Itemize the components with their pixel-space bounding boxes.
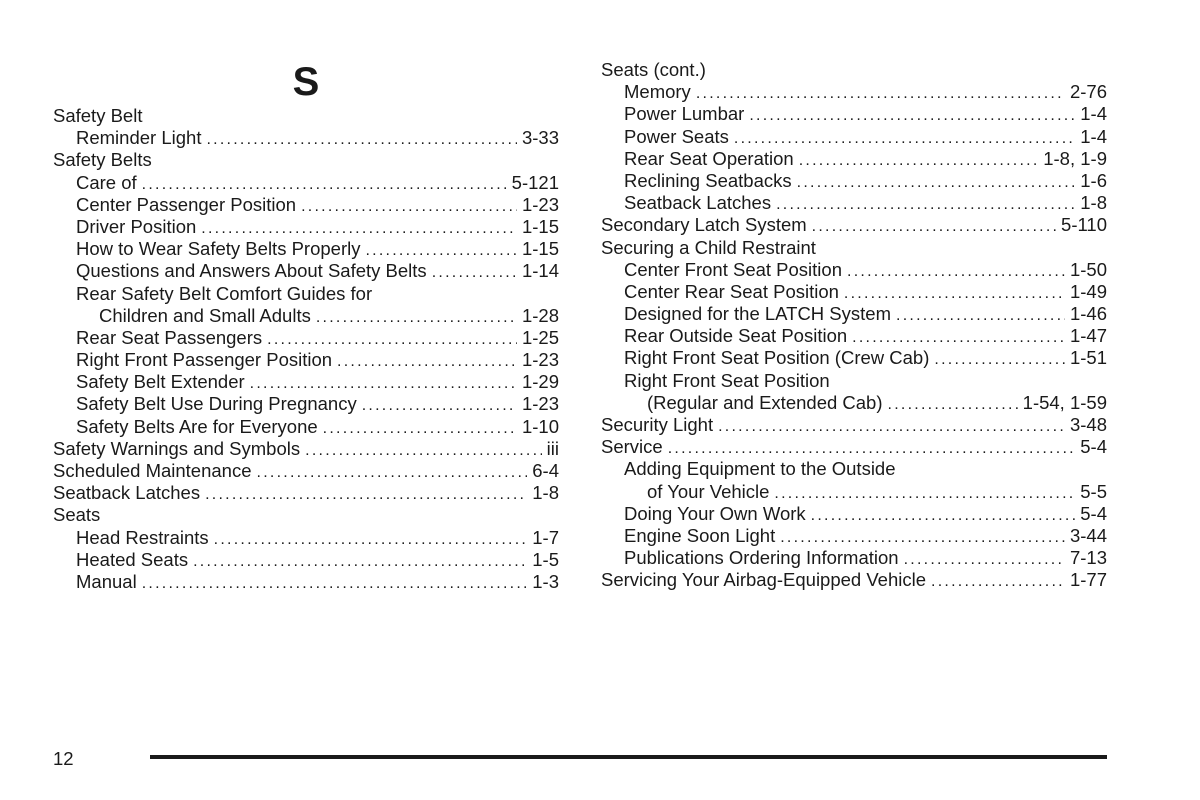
index-entry-text: Safety Belts [53, 149, 152, 171]
index-entry [601, 481, 1107, 503]
dot-leader [250, 373, 517, 393]
index-entry [601, 458, 1107, 480]
index-entry [53, 327, 559, 349]
index-entry [601, 370, 1107, 392]
index-entry [601, 503, 1107, 525]
index-entry-page-ref: 1-8, 1-9 [1043, 147, 1107, 169]
index-entry-page-ref: 3-44 [1069, 524, 1107, 546]
index-entry-page-ref: 3-48 [1069, 414, 1107, 435]
index-entry [53, 549, 559, 571]
index-entry-text: Questions and Answers About Safety Belts [76, 260, 427, 282]
dot-leader [780, 527, 1065, 547]
index-entry-page-ref: 1-23 [521, 393, 559, 415]
section-letter-heading: S [292, 60, 320, 104]
dot-leader [323, 418, 517, 438]
index-entry-text: Rear Safety Belt Comfort Guides for [76, 282, 373, 304]
index-entry-list-left [53, 105, 559, 593]
dot-leader [267, 329, 517, 349]
index-entry [601, 59, 1107, 81]
index-entry [53, 194, 559, 216]
index-entry-page-ref: 1-6 [1080, 169, 1107, 191]
index-entry-page-ref: 1-4 [1080, 103, 1107, 125]
index-entry [601, 126, 1107, 148]
index-entry [53, 416, 559, 438]
index-entry-page-ref: 1-49 [1069, 280, 1107, 302]
dot-leader [337, 351, 517, 371]
index-entry-text: Doing Your Own Work [624, 502, 806, 524]
dot-leader [206, 129, 517, 149]
index-entry-text: Safety Warnings and Symbols [53, 437, 301, 459]
index-entry [601, 325, 1107, 347]
index-entry-text: Safety Belt [53, 105, 143, 126]
index-entry [601, 547, 1107, 569]
index-entry-text: Safety Belt Extender [76, 371, 245, 393]
index-entry-text: Heated Seats [76, 548, 189, 570]
index-entry-text: Safety Belts Are for Everyone [76, 415, 318, 437]
index-entry [601, 81, 1107, 103]
index-entry-page-ref: 1-29 [521, 371, 559, 393]
dot-leader [214, 529, 528, 549]
index-entry-text: Reclining Seatbacks [624, 169, 792, 191]
index-entry-text: Service [601, 436, 663, 458]
index-entry [601, 347, 1107, 369]
dot-leader [811, 505, 1076, 525]
index-entry-page-ref: 2-76 [1069, 81, 1107, 103]
index-entry [53, 149, 559, 171]
dot-leader [844, 283, 1065, 303]
dot-leader [799, 150, 1039, 170]
index-entry [53, 393, 559, 415]
index-entry [53, 371, 559, 393]
index-entry [601, 237, 1107, 259]
index-entry-text: Designed for the LATCH System [624, 303, 891, 325]
dot-leader [301, 196, 517, 216]
index-entry-page-ref: 5-110 [1061, 214, 1107, 236]
dot-leader [668, 438, 1076, 458]
dot-leader [193, 551, 527, 571]
index-entry-text: Right Front Seat Position [624, 369, 830, 391]
index-entry-page-ref: 5-121 [511, 171, 559, 193]
index-entry [601, 170, 1107, 192]
index-entry-page-ref: 1-77 [1069, 569, 1107, 591]
index-entry-list-right [601, 59, 1107, 592]
index-entry-text: of Your Vehicle [647, 480, 770, 502]
index-entry [53, 216, 559, 238]
index-entry-page-ref: 1-28 [521, 304, 559, 326]
index-entry-text: Publications Ordering Information [624, 547, 899, 569]
index-entry-text: Manual [76, 570, 137, 592]
index-entry-text: Care of [76, 171, 137, 193]
index-entry [601, 103, 1107, 125]
index-entry-page-ref: 1-8 [1080, 192, 1107, 214]
index-entry-page-ref: 1-23 [521, 349, 559, 371]
index-entry-page-ref: 5-4 [1080, 502, 1107, 524]
index-entry-page-ref: 6-4 [532, 460, 559, 481]
index-entry [53, 571, 559, 593]
index-entry-text: (Regular and Extended Cab) [647, 391, 883, 413]
index-entry [53, 527, 559, 549]
index-entry [53, 349, 559, 371]
index-entry-page-ref: 1-3 [532, 570, 559, 592]
dot-leader [205, 484, 527, 504]
dot-leader [362, 395, 517, 415]
index-entry-page-ref: 1-14 [521, 260, 559, 282]
dot-leader [142, 573, 528, 593]
dot-leader [931, 571, 1065, 591]
index-entry-page-ref: 1-15 [521, 215, 559, 237]
index-entry-page-ref: 3-33 [521, 127, 559, 149]
index-entry [601, 214, 1107, 236]
dot-leader [365, 240, 517, 260]
index-entry-text: Center Passenger Position [76, 193, 297, 215]
index-entry [601, 392, 1107, 414]
index-entry [601, 148, 1107, 170]
index-entry [601, 192, 1107, 214]
dot-leader [934, 349, 1065, 369]
dot-leader [142, 174, 507, 194]
dot-leader [847, 261, 1065, 281]
index-entry-page-ref: 1-7 [532, 526, 559, 548]
index-entry-page-ref: 1-10 [521, 415, 559, 437]
dot-leader [432, 262, 517, 282]
index-entry-page-ref: 1-23 [521, 193, 559, 215]
index-entry-text: Right Front Seat Position (Crew Cab) [624, 347, 930, 369]
index-entry [601, 569, 1107, 591]
index-entry [53, 482, 559, 504]
dot-leader [812, 216, 1056, 236]
index-entry-text: Memory [624, 81, 691, 103]
index-entry-page-ref: iii [546, 437, 559, 459]
index-entry-text: Securing a Child Restraint [601, 236, 816, 258]
index-entry-page-ref: 1-50 [1069, 258, 1107, 280]
index-entry-page-ref: 5-4 [1080, 436, 1107, 458]
index-entry-text: Scheduled Maintenance [53, 460, 252, 481]
index-entry-text: Seats (cont.) [601, 59, 706, 80]
dot-leader [776, 194, 1075, 214]
dot-leader [734, 128, 1075, 148]
index-entry-text: Center Front Seat Position [624, 258, 842, 280]
index-entry-text: Head Restraints [76, 526, 209, 548]
index-entry-text: Children and Small Adults [99, 304, 311, 326]
index-entry-text: Power Seats [624, 125, 729, 147]
index-entry-page-ref: 1-5 [532, 548, 559, 570]
dot-leader [774, 483, 1075, 503]
index-entry-page-ref: 1-47 [1069, 325, 1107, 347]
index-entry-page-ref: 1-8 [532, 482, 559, 504]
index-entry [601, 525, 1107, 547]
dot-leader [852, 327, 1065, 347]
index-entry [601, 259, 1107, 281]
index-entry [53, 238, 559, 260]
dot-leader [718, 416, 1065, 436]
index-entry [601, 414, 1107, 436]
index-entry-text: Power Lumbar [624, 103, 745, 125]
dot-leader [257, 462, 528, 482]
index-entry [601, 436, 1107, 458]
index-entry-page-ref: 1-4 [1080, 125, 1107, 147]
index-entry [601, 281, 1107, 303]
index-entry [53, 305, 559, 327]
index-entry-text: Reminder Light [76, 127, 202, 149]
dot-leader [904, 549, 1065, 569]
index-entry [53, 283, 559, 305]
index-entry-text: Rear Seat Operation [624, 147, 794, 169]
footer-rule [150, 755, 1107, 759]
dot-leader [797, 172, 1076, 192]
index-entry [53, 438, 559, 460]
index-entry-text: Seats [53, 504, 101, 526]
index-entry-text: Rear Seat Passengers [76, 326, 263, 348]
index-column-right [601, 59, 1107, 592]
dot-leader [696, 83, 1065, 103]
index-entry-text: Adding Equipment to the Outside [624, 458, 896, 480]
index-entry [53, 127, 559, 149]
index-entry-page-ref: 1-15 [521, 238, 559, 260]
dot-leader [888, 394, 1018, 414]
index-entry [53, 172, 559, 194]
index-entry-text: Driver Position [76, 215, 197, 237]
index-entry [601, 303, 1107, 325]
dot-leader [305, 440, 542, 460]
index-entry-text: Security Light [601, 414, 714, 435]
index-entry-text: Right Front Passenger Position [76, 349, 333, 371]
index-entry-page-ref: 1-51 [1069, 347, 1107, 369]
index-entry-page-ref: 7-13 [1069, 547, 1107, 569]
index-entry [53, 460, 559, 482]
dot-leader [749, 105, 1075, 125]
index-entry-text: Engine Soon Light [624, 524, 776, 546]
index-entry-text: Seatback Latches [53, 482, 201, 504]
index-entry-page-ref: 5-5 [1080, 480, 1107, 502]
index-entry-text: Servicing Your Airbag-Equipped Vehicle [601, 569, 927, 591]
index-entry [53, 260, 559, 282]
index-entry [53, 105, 559, 127]
page-number: 12 [53, 748, 74, 769]
index-entry-text: Rear Outside Seat Position [624, 325, 848, 347]
index-entry-text: Secondary Latch System [601, 214, 807, 236]
index-entry-page-ref: 1-54, 1-59 [1022, 391, 1107, 413]
index-entry-page-ref: 1-46 [1069, 303, 1107, 325]
index-entry-text: Safety Belt Use During Pregnancy [76, 393, 357, 415]
dot-leader [201, 218, 517, 238]
index-column-left [53, 59, 559, 593]
dot-leader [316, 307, 517, 327]
index-entry [53, 504, 559, 526]
dot-leader [896, 305, 1065, 325]
index-entry-page-ref: 1-25 [521, 326, 559, 348]
index-entry-text: How to Wear Safety Belts Properly [76, 238, 361, 260]
index-entry-text: Seatback Latches [624, 192, 772, 214]
index-entry-text: Center Rear Seat Position [624, 280, 839, 302]
